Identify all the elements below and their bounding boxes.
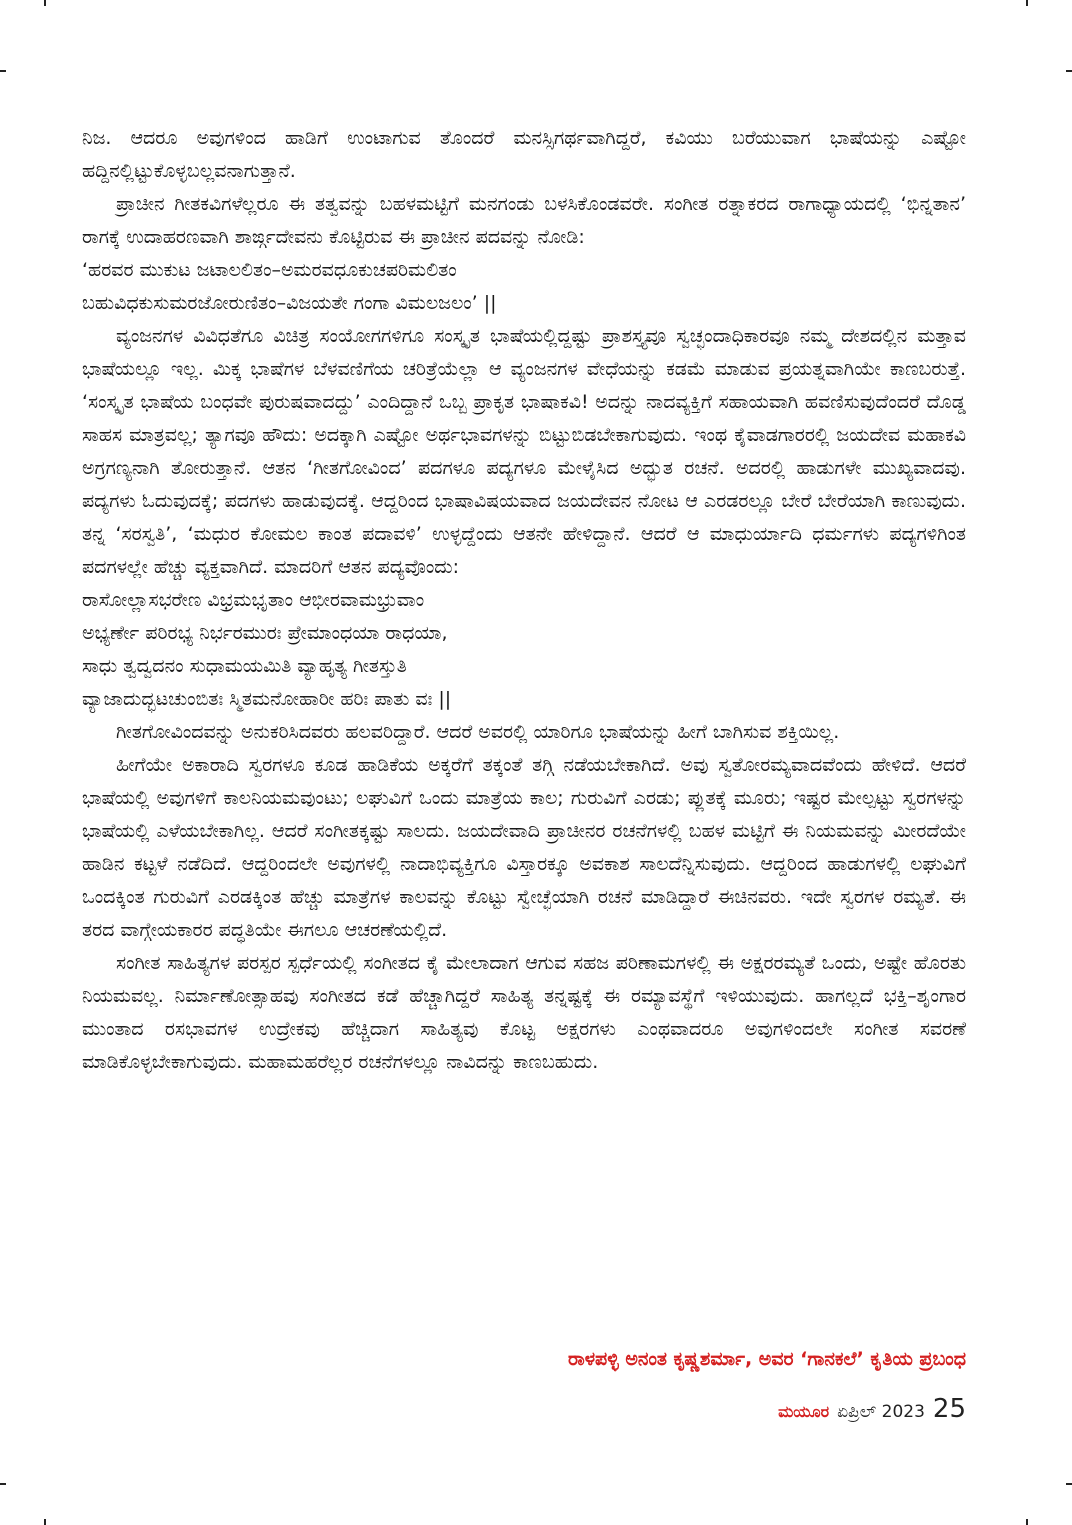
page-footer — [778, 1394, 966, 1424]
crop-mark — [1066, 70, 1072, 72]
crop-mark — [0, 1483, 6, 1485]
verse-line: ಸಾಧು ತ್ವದ್ವದನಂ ಸುಧಾಮಯಮಿತಿ ವ್ಯಾಹೃತ್ಯ ಗೀತಸ್ತುತಿ — [82, 655, 407, 677]
verse-line: ಬಹುವಿಧಕುಸುಮರಜೋರುಣಿತಂ–ವಿಜಯತೇ ಗಂಗಾ ವಿಮಲಜಲಂ’ || — [82, 292, 497, 314]
crop-mark — [1026, 0, 1028, 6]
verse-block — [82, 254, 966, 320]
author-credit: ರಾಳಪಳ್ಳಿ ಅನಂತ ಕೃಷ್ಣಶರ್ಮಾ, ಅವರ ‘ಗಾನಕಲೆ’ ಕೃತಿಯ ಪ್ರಬಂಧ — [567, 1348, 966, 1370]
magazine-logo: ಮಯೂರ — [778, 1402, 830, 1421]
paragraph: ಪ್ರಾಚೀನ ಗೀತಕವಿಗಳೆಲ್ಲರೂ ಈ ತತ್ವವನ್ನು ಬಹಳಮಟ್ಟಿಗೆ ಮನಗಂಡು ಬಳಸಿಕೊಂಡವರೇ. ಸಂಗೀತ ರತ್ನಾಕರದ ರಾಗಾಧ್ಯಾಯದಲ್ಲಿ ‘ಭಿನ್ನತಾನ’ ರಾಗಕ್ಕೆ ಉದಾಹರಣವಾಗಿ ಶಾರ್ಙ್ಗದೇವನು ಕೊಟ್ಟಿರುವ ಈ ಪ್ರಾಚೀನ ಪದವನ್ನು ನೋಡಿ: — [82, 193, 966, 248]
verse-line: ‘ಹರವರ ಮುಕುಟ ಜಟಾಲಲಿತಂ–ಅಮರವಧೂಕುಚಪರಿಮಲಿತಂ — [82, 259, 457, 281]
article-body — [82, 122, 966, 1079]
crop-mark — [44, 1519, 46, 1525]
crop-mark — [1026, 1519, 1028, 1525]
verse-line: ವ್ಯಾಜಾದುದ್ಭಟಚುಂಬಿತಃ ಸ್ಮಿತಮನೋಹಾರೀ ಹರಿಃ ಪಾತು ವಃ || — [82, 688, 452, 710]
crop-mark — [44, 0, 46, 6]
crop-mark — [1066, 1483, 1072, 1485]
verse-block — [82, 584, 966, 716]
crop-mark — [0, 70, 6, 72]
paragraph: ಹೀಗೆಯೇ ಅಕಾರಾದಿ ಸ್ವರಗಳೂ ಕೂಡ ಹಾಡಿಕೆಯ ಅಕ್ಕರೆಗೆ ತಕ್ಕಂತೆ ತಗ್ಗಿ ನಡೆಯಬೇಕಾಗಿದೆ. ಅವು ಸ್ವತೋರಮ್ಯವಾದವೆಂದು ಹೇಳಿದೆ. ಆದರೆ ಭಾಷೆಯಲ್ಲಿ ಅವುಗಳಿಗೆ ಕಾಲನಿಯಮವುಂಟು; ಲಘುವಿಗೆ ಒಂದು ಮಾತ್ರೆಯ ಕಾಲ; ಗುರುವಿಗೆ ಎರಡು; ಪ್ಲುತಕ್ಕೆ ಮೂರು; ಇಷ್ಟರ ಮೇಲ್ಪಟ್ಟು ಸ್ವರಗಳನ್ನು ಭಾಷೆಯಲ್ಲಿ ಎಳೆಯಬೇಕಾಗಿಲ್ಲ. ಆದರೆ ಸಂಗೀತಕ್ಕಷ್ಟು ಸಾಲದು. ಜಯದೇವಾದಿ ಪ್ರಾಚೀನರ ರಚನೆಗಳಲ್ಲಿ ಬಹಳ ಮಟ್ಟಿಗೆ ಈ ನಿಯಮವನ್ನು ಮೀರದೆಯೇ ಹಾಡಿನ ಕಟ್ಟಳೆ ನಡೆದಿದೆ. ಆದ್ದರಿಂದಲೇ ಅವುಗಳಲ್ಲಿ ನಾದಾಭಿವ್ಯಕ್ತಿಗೂ ವಿಸ್ತಾರಕ್ಕೂ ಅವಕಾಶ ಸಾಲದೆನ್ನಿಸುವುದು. ಆದ್ದರಿಂದ ಹಾಡುಗಳಲ್ಲಿ ಲಘುವಿಗೆ ಒಂದಕ್ಕಿಂತ ಗುರುವಿಗೆ ಎರಡಕ್ಕಿಂತ ಹೆಚ್ಚು ಮಾತ್ರೆಗಳ ಕಾಲವನ್ನು ಕೊಟ್ಟು ಸ್ವೇಚ್ಛೆಯಾಗಿ ರಚನೆ ಮಾಡಿದ್ದಾರೆ ಈಚಿನವರು. ಇದೇ ಸ್ವರಗಳ ರಮ್ಯತೆ. ಈ ತರದ ವಾಗ್ಗೇಯಕಾರರ ಪದ್ಧತಿಯೇ ಈಗಲೂ ಆಚರಣೆಯಲ್ಲಿದೆ. — [82, 754, 966, 941]
verse-line: ಅಭ್ಯರ್ಣೇ ಪರಿರಭ್ಯ ನಿರ್ಭರಮುರಃ ಪ್ರೇಮಾಂಧಯಾ ರಾಧಯಾ, — [82, 622, 448, 644]
issue-date: ಏಪ್ರಿಲ್ 2023 — [837, 1402, 925, 1422]
page-number: 25 — [932, 1394, 966, 1424]
paragraph: ನಿಜ. ಆದರೂ ಅವುಗಳಿಂದ ಹಾಡಿಗೆ ಉಂಟಾಗುವ ತೊಂದರೆ ಮನಸ್ಸಿಗರ್ಥವಾಗಿದ್ದರೆ, ಕವಿಯು ಬರೆಯುವಾಗ ಭಾಷೆಯನ್ನು ಎಷ್ಟೋ ಹದ್ದಿನಲ್ಲಿಟ್ಟುಕೊಳ್ಳಬಲ್ಲವನಾಗುತ್ತಾನೆ. — [82, 127, 966, 182]
verse-line: ರಾಸೋಲ್ಲಾಸಭರೇಣ ವಿಭ್ರಮಭೃತಾಂ ಆಭೀರವಾಮಭ್ರುವಾಂ — [82, 589, 425, 611]
paragraph: ಗೀತಗೋವಿಂದವನ್ನು ಅನುಕರಿಸಿದವರು ಹಲವರಿದ್ದಾರೆ. ಆದರೆ ಅವರಲ್ಲಿ ಯಾರಿಗೂ ಭಾಷೆಯನ್ನು ಹೀಗೆ ಬಾಗಿಸುವ ಶಕ್ತಿಯಿಲ್ಲ. — [116, 721, 840, 743]
paragraph: ವ್ಯಂಜನಗಳ ವಿವಿಧತೆಗೂ ವಿಚಿತ್ರ ಸಂಯೋಗಗಳಿಗೂ ಸಂಸ್ಕೃತ ಭಾಷೆಯಲ್ಲಿದ್ದಷ್ಟು ಪ್ರಾಶಸ್ತ್ಯವೂ ಸ್ವಚ್ಛಂದಾಧಿಕಾರವೂ ನಮ್ಮ ದೇಶದಲ್ಲಿನ ಮತ್ತಾವ ಭಾಷೆಯಲ್ಲೂ ಇಲ್ಲ. ಮಿಕ್ಕ ಭಾಷೆಗಳ ಬೆಳವಣಿಗೆಯ ಚರಿತ್ರೆಯೆಲ್ಲಾ ಆ ವ್ಯಂಜನಗಳ ವೇಧೆಯನ್ನು ಕಡಮೆ ಮಾಡುವ ಪ್ರಯತ್ನವಾಗಿಯೇ ಕಾಣಬರುತ್ತೆ. ‘ಸಂಸ್ಕೃತ ಭಾಷೆಯ ಬಂಧವೇ ಪುರುಷವಾದದ್ದು’ ಎಂದಿದ್ದಾನೆ ಒಬ್ಬ ಪ್ರಾಕೃತ ಭಾಷಾಕವಿ! ಅದನ್ನು ನಾದವ್ಯಕ್ತಿಗೆ ಸಹಾಯವಾಗಿ ಹವಣಿಸುವುದೆಂದರೆ ದೊಡ್ಡ ಸಾಹಸ ಮಾತ್ರವಲ್ಲ; ತ್ಯಾಗವೂ ಹೌದು: ಅದಕ್ಕಾಗಿ ಎಷ್ಟೋ ಅರ್ಥಭಾವಗಳನ್ನು ಬಿಟ್ಟುಬಿಡಬೇಕಾಗುವುದು. ಇಂಥ ಕೈವಾಡಗಾರರಲ್ಲಿ ಜಯದೇವ ಮಹಾಕವಿ ಅಗ್ರಗಣ್ಯನಾಗಿ ತೋರುತ್ತಾನೆ. ಆತನ ‘ಗೀತಗೋವಿಂದ’ ಪದಗಳೂ ಪದ್ಯಗಳೂ ಮೇಳೈಸಿದ ಅದ್ಭುತ ರಚನೆ. ಅದರಲ್ಲಿ ಹಾಡುಗಳೇ ಮುಖ್ಯವಾದವು. ಪದ್ಯಗಳು ಓದುವುದಕ್ಕೆ; ಪದಗಳು ಹಾಡುವುದಕ್ಕೆ. ಆದ್ದರಿಂದ ಭಾಷಾವಿಷಯವಾದ ಜಯದೇವನ ನೋಟ ಆ ಎರಡರಲ್ಲೂ ಬೇರೆ ಬೇರೆಯಾಗಿ ಕಾಣುವುದು. ತನ್ನ ‘ಸರಸ್ವತಿ’, ‘ಮಧುರ ಕೋಮಲ ಕಾಂತ ಪದಾವಳಿ’ ಉಳ್ಳದ್ದೆಂದು ಆತನೇ ಹೇಳಿದ್ದಾನೆ. ಆದರೆ ಆ ಮಾಧುರ್ಯಾದಿ ಧರ್ಮಗಳು ಪದ್ಯಗಳಿಗಿಂತ ಪದಗಳಲ್ಲೇ ಹೆಚ್ಚು ವ್ಯಕ್ತವಾಗಿದೆ. ಮಾದರಿಗೆ ಆತನ ಪದ್ಯವೊಂದು: — [82, 325, 966, 578]
paragraph: ಸಂಗೀತ ಸಾಹಿತ್ಯಗಳ ಪರಸ್ಪರ ಸ್ಪರ್ಧೆಯಲ್ಲಿ ಸಂಗೀತದ ಕೈ ಮೇಲಾದಾಗ ಆಗುವ ಸಹಜ ಪರಿಣಾಮಗಳಲ್ಲಿ ಈ ಅಕ್ಷರರಮ್ಯತೆ ಒಂದು, ಅಷ್ಟೇ ಹೊರತು ನಿಯಮವಲ್ಲ. ನಿರ್ಮಾಣೋತ್ಸಾಹವು ಸಂಗೀತದ ಕಡೆ ಹೆಚ್ಚಾಗಿದ್ದರೆ ಸಾಹಿತ್ಯ ತನ್ನಷ್ಟಕ್ಕೆ ಈ ರಮ್ಯಾವಸ್ಥೆಗೆ ಇಳಿಯುವುದು. ಹಾಗಲ್ಲದೆ ಭಕ್ತಿ–ಶೃಂಗಾರ ಮುಂತಾದ ರಸಭಾವಗಳ ಉದ್ರೇಕವು ಹೆಚ್ಚಿದಾಗ ಸಾಹಿತ್ಯವು ಕೊಟ್ಟ ಅಕ್ಷರಗಳು ಎಂಥವಾದರೂ ಅವುಗಳಿಂದಲೇ ಸಂಗೀತ ಸವರಣೆ ಮಾಡಿಕೊಳ್ಳಬೇಕಾಗುವುದು. ಮಹಾಮಹರೆಲ್ಲರ ರಚನೆಗಳಲ್ಲೂ ನಾವಿದನ್ನು ಕಾಣಬಹುದು. — [82, 952, 966, 1073]
